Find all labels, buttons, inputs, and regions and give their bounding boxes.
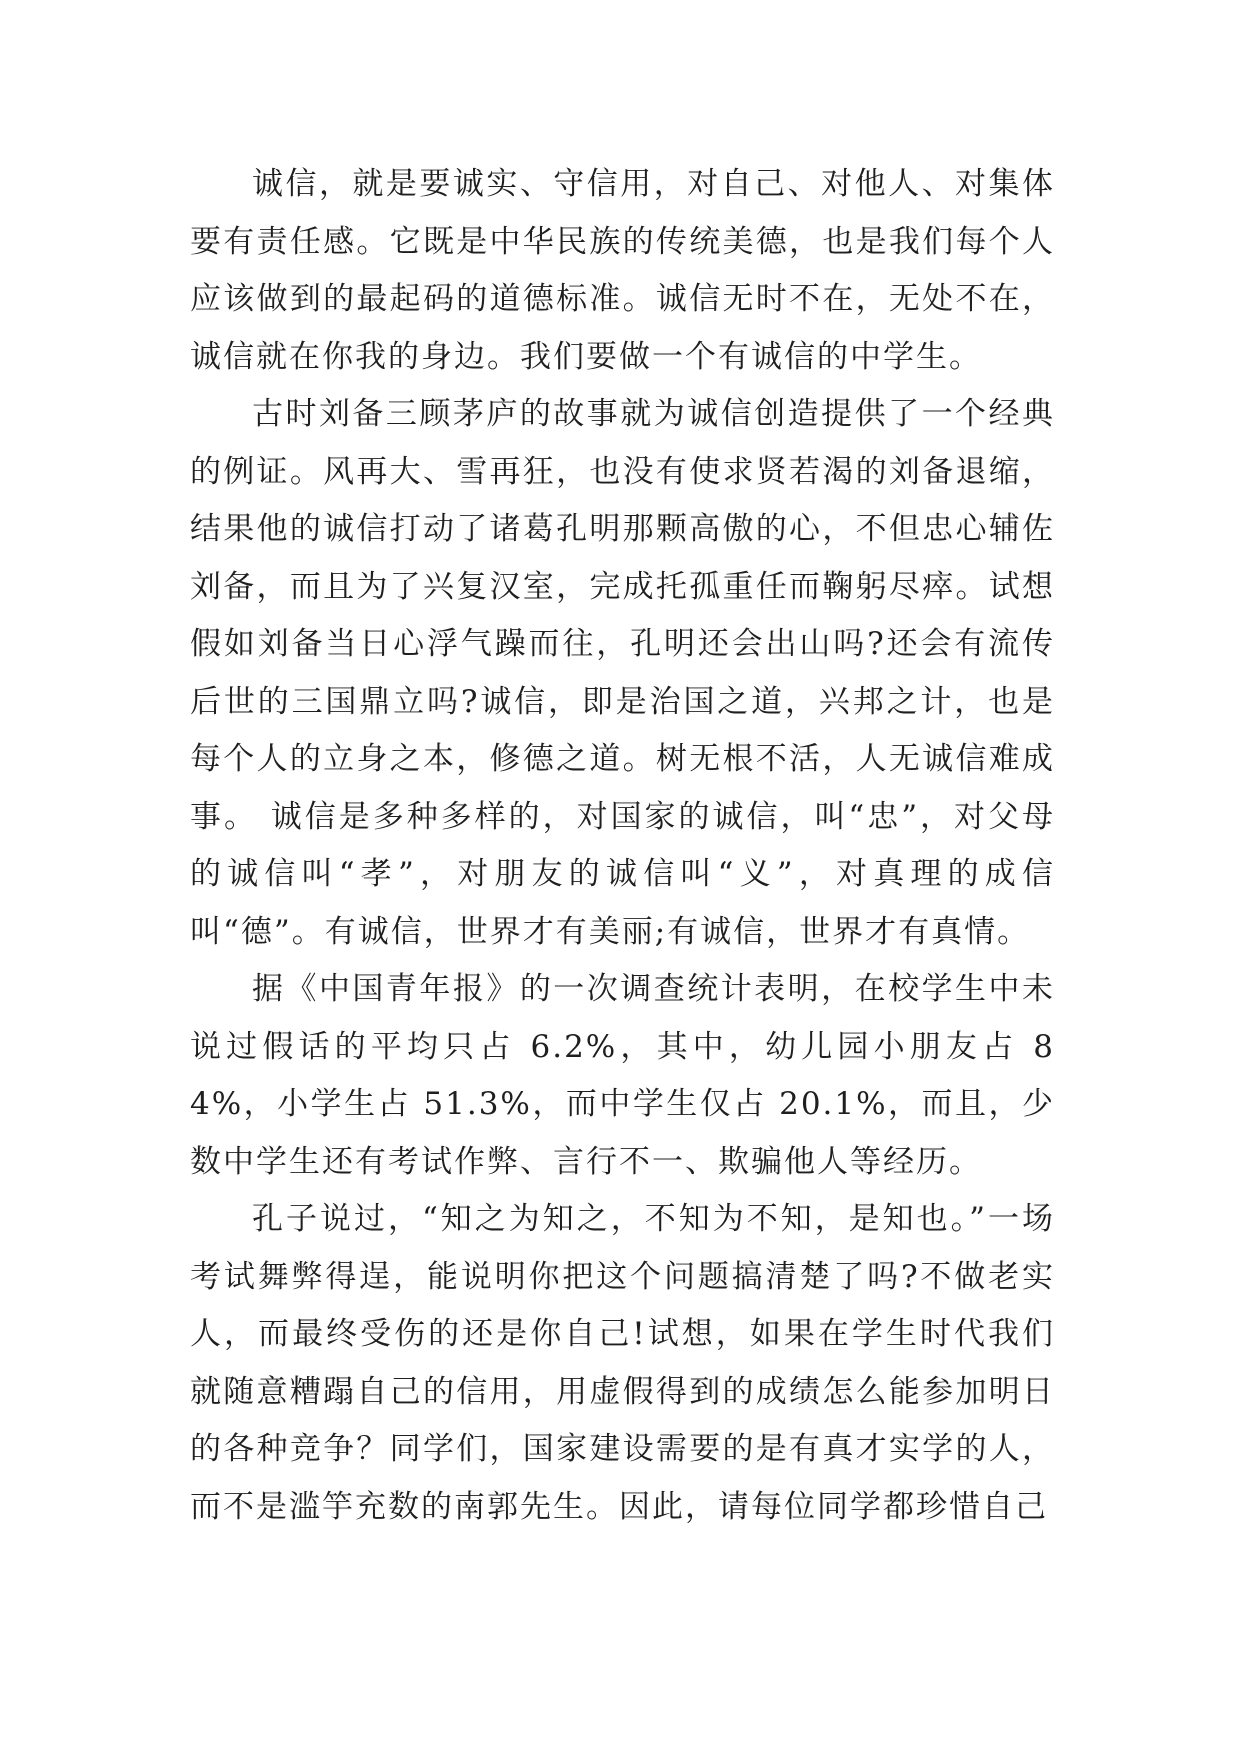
paragraph-confucius-quote: 孔子说过，“知之为知之，不知为不知，是知也。”一场考试舞弊得逞，能说明你把这个问题搞清楚了吗?不做老实人，而最终受伤的还是你自己!试想，如果在学生时代我们就随意糟蹋自己的信用，用虚假得到的成绩怎么能参加明日的各种竞争？同学们，国家建设需要的是有真才实学的人，而不是滥竽充数的南郭先生。因此，请每位同学都珍惜自己 — [190, 1201, 1055, 1525]
paragraph-liu-bei-story: 古时刘备三顾茅庐的故事就为诚信创造提供了一个经典的例证。风再大、雪再狂，也没有使求贤若渴的刘备退缩，结果他的诚信打动了诸葛孔明那颗高傲的心，不但忠心辅佐刘备，而且为了兴复汉室，完成托孤重任而鞠躬尽瘁。试想假如刘备当日心浮气躁而往，孔明还会出山吗?还会有流传后世的三国鼎立吗?诚信，即是治国之道，兴邦之计，也是每个人的立身之本，修德之道。树无根不活，人无诚信难成事。 诚信是多种多样的，对国家的诚信，叫“忠”，对父母的诚信叫“孝”，对朋友的诚信叫“义”，对真理的成信叫“德”。有诚信，世界才有美丽;有诚信，世界才有真情。 — [190, 396, 1055, 950]
paragraph-survey-statistics: 据《中国青年报》的一次调查统计表明，在校学生中未说过假话的平均只占 6.2%，其中，幼儿园小朋友占 84%，小学生占 51.3%，而中学生仅占 20.1%，而且，少数中学生还有考试作弊、言行不一、欺骗他人等经历。 — [190, 971, 1055, 1180]
paragraph-honesty-definition: 诚信，就是要诚实、守信用，对自己、对他人、对集体要有责任感。它既是中华民族的传统美德，也是我们每个人应该做到的最起码的道德标准。诚信无时不在，无处不在，诚信就在你我的身边。我们要做一个有诚信的中学生。 — [190, 166, 1055, 375]
document-body — [190, 156, 1055, 1536]
